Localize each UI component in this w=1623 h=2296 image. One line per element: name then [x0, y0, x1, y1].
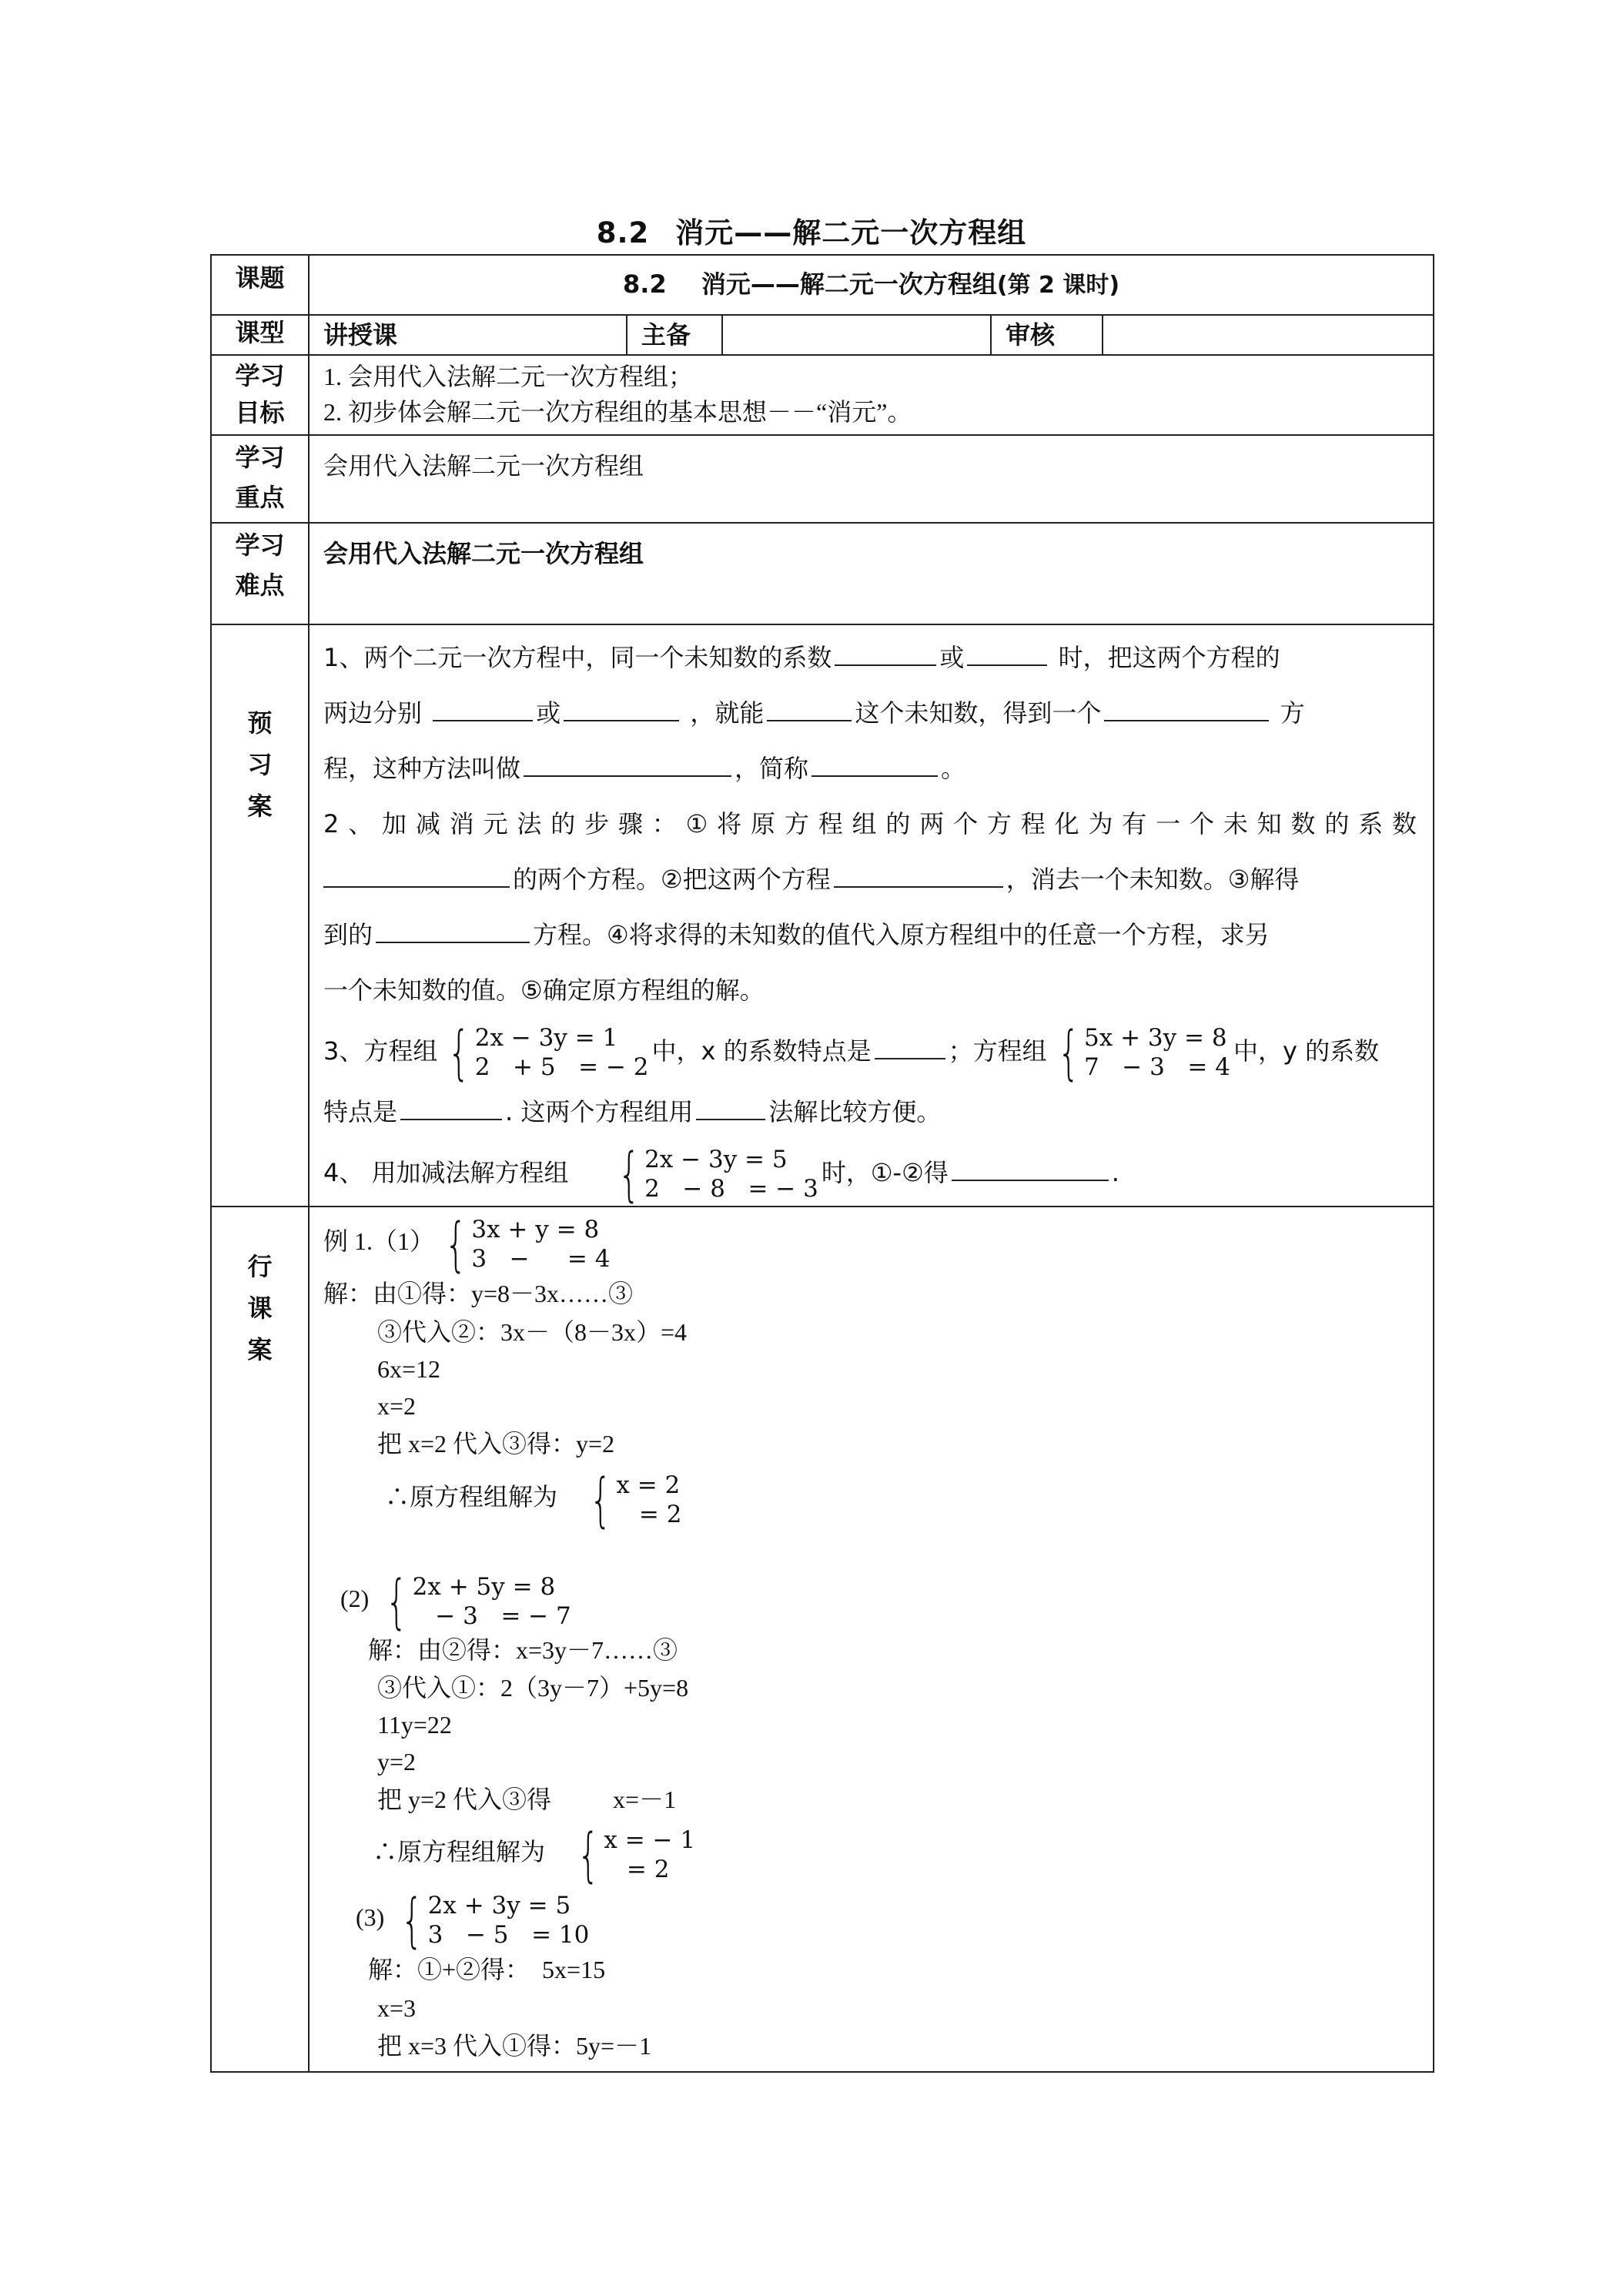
objective-item-2: 2. 初步体会解二元一次方程组的基本思想－－“消元”。 — [323, 398, 912, 426]
lesson-content — [309, 1207, 1434, 2072]
lead-value — [722, 315, 991, 355]
equation-system: { x = − 1 = 2 — [577, 1819, 696, 1889]
preview-q2-line1: 2、加减消元法的步骤：①将原方程组的两个方程化为有一个未知数的系数 — [323, 809, 1420, 838]
brace-icon: { — [444, 1209, 467, 1278]
topic-value — [309, 255, 1434, 315]
document-title — [0, 209, 1623, 251]
preview-row — [211, 624, 1434, 1207]
equation-system: { 3x + y = 8 3 − = 4 — [444, 1209, 611, 1278]
blank[interactable] — [323, 860, 510, 888]
equation-system: { x = 2 = 2 — [589, 1464, 682, 1534]
preview-q1-line1: 1、两个二元一次方程中，同一个未知数的系数 或 时，把这两个方程的 — [323, 630, 1419, 685]
example-1-step: 把 x=2 代入③得：y=2 — [377, 1430, 615, 1458]
example-3-step: 解：①+②得： 5x=15 — [368, 1956, 606, 1983]
brace-icon: { — [617, 1140, 641, 1208]
preview-label: 预 习 案 — [211, 624, 309, 1207]
example-2-step: 把 y=2 代入③得 x=－1 — [377, 1786, 677, 1813]
example-3-step: 把 x=3 代入①得：5y=－1 — [377, 2032, 652, 2060]
brace-icon: { — [589, 1464, 612, 1534]
brace-icon: { — [577, 1819, 600, 1889]
key-points-row — [211, 435, 1434, 523]
preview-q3-line1: 3、方程组 { 2x − 3y = 1 2 + 5 = − 2 中，x 的系数特点是 ；方程组 { 5x + 3y = 8 7 − 3 = 4 中，y 的系数 — [323, 1018, 1380, 1086]
brace-icon: { — [400, 1885, 423, 1954]
document-title-text: 消元——解二元一次方程组 — [675, 216, 1027, 249]
example-2-step: y=2 — [377, 1748, 417, 1776]
preview-q2-line2: 的两个方程。②把这两个方程 ，消去一个未知数。③解得 — [323, 852, 1419, 907]
brace-icon: { — [1057, 1018, 1080, 1086]
example-1-conclusion: ∴原方程组解为 { x = 2 = 2 — [385, 1464, 682, 1534]
example-1-step: ③代入②：3x－（8－3x）=4 — [377, 1318, 688, 1346]
preview-q3-line2: 特点是 . 这两个方程组用 法解比较方便。 — [323, 1084, 1419, 1140]
example-2-step: ③代入①：2（3y－7）+5y=8 — [377, 1674, 689, 1702]
lesson-row — [211, 1207, 1434, 2072]
example-2-step: 11y=22 — [377, 1711, 452, 1739]
blank[interactable] — [834, 860, 1003, 888]
equation-system: { 2x − 3y = 5 2 − 8 = − 3 — [617, 1140, 818, 1208]
example-1-step: 解：由①得：y=8－3x……③ — [323, 1280, 634, 1307]
preview-q1-line3: 程，这种方法叫做 ，简称 。 — [323, 741, 1419, 796]
blank[interactable] — [875, 1032, 945, 1059]
type-value: 讲授课 — [309, 315, 627, 355]
type-row — [211, 315, 1434, 355]
example-3-header: (3) { 2x + 3y = 5 3 − 5 = 10 — [356, 1885, 590, 1954]
objectives-label: 学习 目标 — [211, 355, 309, 435]
preview-q2-line4: 一个未知数的值。⑤确定原方程组的解。 — [323, 976, 765, 1005]
topic-number: 8.2 — [623, 269, 667, 299]
blank[interactable] — [952, 1153, 1109, 1181]
objectives-row — [211, 355, 1434, 435]
equation-system: { 2x + 5y = 8 − 3 = − 7 — [385, 1566, 571, 1635]
blank[interactable] — [433, 694, 533, 721]
document-title-number: 8.2 — [596, 216, 650, 249]
blank[interactable] — [400, 1093, 502, 1120]
preview-content — [309, 624, 1434, 1207]
brace-icon: { — [385, 1566, 408, 1635]
example-2-header: (2) { 2x + 5y = 8 − 3 = − 7 — [340, 1566, 571, 1635]
key-points-label: 学习 重点 — [211, 435, 309, 523]
example-1-header: 例 1.（1） { 3x + y = 8 3 − = 4 — [323, 1209, 611, 1278]
blank[interactable] — [1104, 694, 1269, 721]
difficulties-content: 会用代入法解二元一次方程组 — [309, 523, 1434, 624]
topic-label: 课题 — [211, 255, 309, 315]
equation-system: { 2x + 3y = 5 3 − 5 = 10 — [400, 1885, 590, 1954]
blank[interactable] — [767, 694, 852, 721]
blank[interactable] — [967, 638, 1047, 666]
review-value — [1103, 315, 1434, 355]
brace-icon: { — [448, 1018, 471, 1086]
type-label: 课型 — [211, 315, 309, 355]
example-2-step: 解：由②得：x=3y－7……③ — [368, 1636, 678, 1664]
example-1-step: 6x=12 — [377, 1355, 441, 1383]
blank[interactable] — [524, 749, 731, 777]
blank[interactable] — [564, 694, 679, 721]
example-2-conclusion: ∴原方程组解为 { x = − 1 = 2 — [373, 1819, 696, 1889]
difficulties-row — [211, 523, 1434, 624]
preview-q4-line: 4、 用加减法解方程组 { 2x − 3y = 5 2 − 8 = − 3 时，①-②得 . — [323, 1140, 1119, 1208]
lead-label: 主备 — [627, 315, 722, 355]
equation-system: { 5x + 3y = 8 7 − 3 = 4 — [1057, 1018, 1230, 1086]
topic-text: 消元——解二元一次方程组 — [701, 269, 997, 299]
difficulties-label: 学习 难点 — [211, 523, 309, 624]
objective-item-1: 1. 会用代入法解二元一次方程组； — [323, 363, 694, 390]
blank[interactable] — [376, 915, 530, 943]
topic-row — [211, 255, 1434, 315]
lesson-plan-table — [210, 254, 1434, 2073]
topic-suffix: (第 2 课时) — [996, 272, 1120, 299]
objectives-content — [309, 355, 1434, 435]
blank[interactable] — [696, 1093, 765, 1120]
review-label: 审核 — [991, 315, 1103, 355]
key-points-content: 会用代入法解二元一次方程组 — [309, 435, 1434, 523]
preview-q2-line3: 到的 方程。④将求得的未知数的值代入原方程组中的任意一个方程，求另 — [323, 907, 1419, 962]
blank[interactable] — [812, 749, 938, 777]
example-3-step: x=3 — [377, 1994, 417, 2022]
lesson-label: 行 课 案 — [211, 1207, 309, 2072]
blank[interactable] — [835, 638, 936, 666]
preview-q1-line2: 两边分别 或 ，就能 这个未知数，得到一个 方 — [323, 685, 1419, 741]
equation-system: { 2x − 3y = 1 2 + 5 = − 2 — [448, 1018, 649, 1086]
example-1-step: x=2 — [377, 1392, 417, 1420]
